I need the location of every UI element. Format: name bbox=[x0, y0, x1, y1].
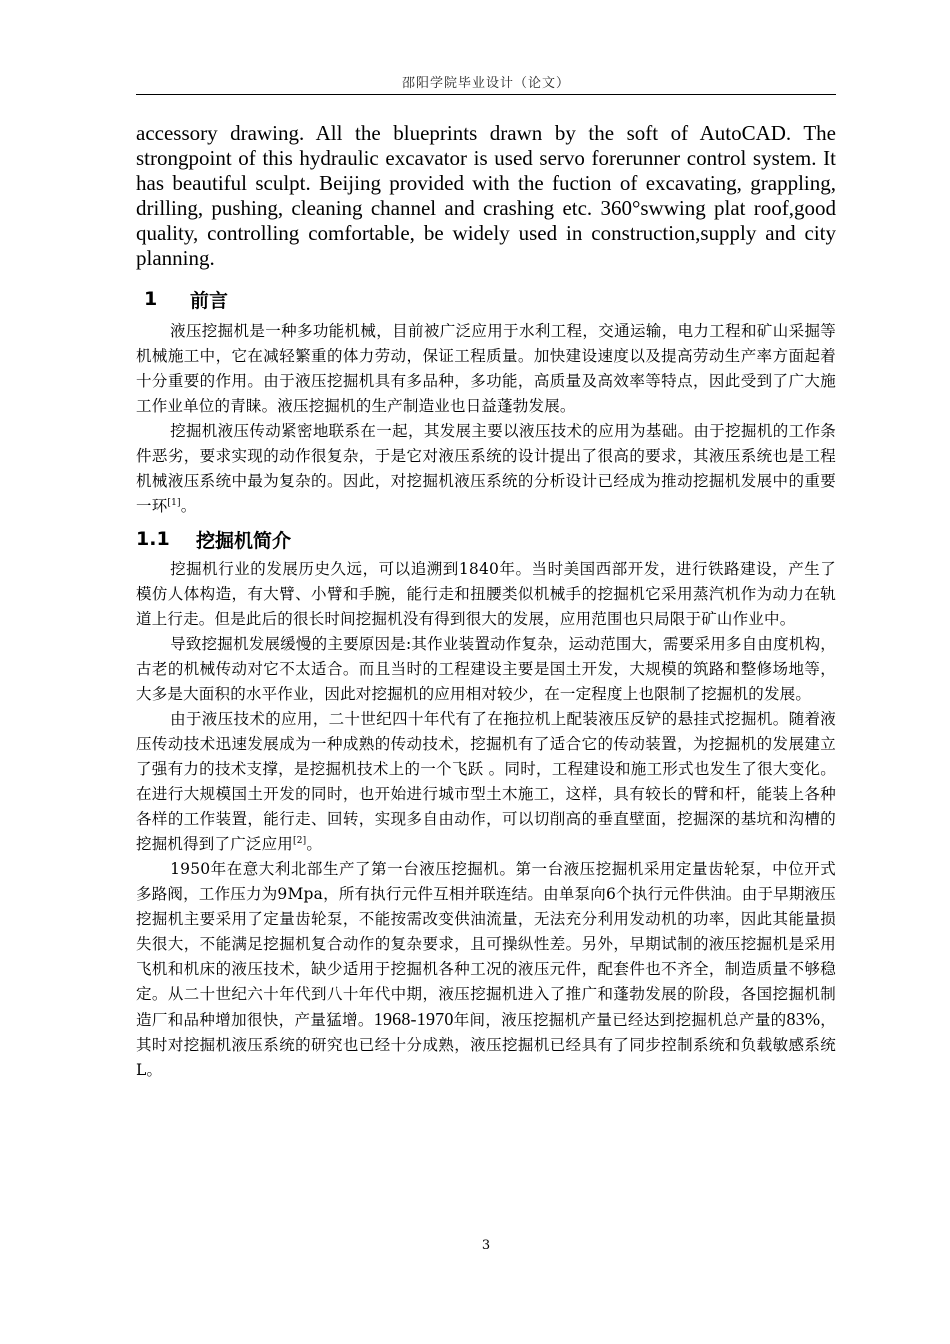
subsection-title: 挖掘机简介 bbox=[196, 529, 292, 552]
paragraph-text: 1950年在意大利北部生产了第一台液压挖掘机。第一台液压挖掘机采用定量齿轮泵，中位开式多路阀，工作压力为9Mpa，所有执行元件互相并联连结。由单泵向6个执行元件供油。由于早期液压挖掘机主要采用了定量齿轮泵，不能按需改变供油流量，无法充分利用发动机的功率，因此其能量损失很大，不能满足挖掘机复合动作的复杂要求，且可操纵性差。另外，早期试制的液压挖掘机是采用飞机和机床的液压技术，缺少适用于挖掘机各种工况的液压元件，配套件也不齐全，制造质量不够稳定。从二十世纪六十年代到八十年代中期，液压挖掘机进入了推广和蓬勃发展的阶段，各国挖掘机制造厂和品种增加很快，产量猛增。 bbox=[136, 860, 836, 1029]
page-number: 3 bbox=[481, 1238, 491, 1253]
paragraph-text: 挖掘机液压传动紧密地联系在一起，其发展主要以液压技术的应用为基础。由于挖掘机的工作条件恶劣，要求实现的动作很复杂，于是它对液压系统的设计提出了很高的要求，其液压系统也是工程机械液压系统中最为复杂的。因此，对挖掘机液压系统的分析设计已经成为推动挖掘机发展中的重要一环 bbox=[136, 422, 836, 515]
document-body bbox=[136, 121, 836, 1083]
paragraph bbox=[136, 857, 836, 1083]
paragraph-text: 挖掘机行业的发展历史久远，可以追溯到1840年。当时美国西部开发，进行铁路建设，产生了模仿人体构造，有大臂、小臂和手腕，能行走和扭腰类似机械手的挖掘机它采用蒸汽机作为动力在轨道上行走。但是此后的很长时间挖掘机没有得到很大的发展，应用范围也只局限于矿山作业中。 bbox=[136, 560, 836, 628]
paragraph-text: 液压挖掘机是一种多功能机械，目前被广泛应用于水利工程，交通运输，电力工程和矿山采掘等机械施工中，它在减轻繁重的体力劳动，保证工程质量。加快建设速度以及提高劳动生产率方面起着十分重要的作用。由于液压挖掘机具有多品种，多功能，高质量及高效率等特点，因此受到了广大施工作业单位的青睐。液压挖掘机的生产制造业也日益蓬勃发展。 bbox=[136, 322, 836, 415]
citation-ref: [1] bbox=[167, 497, 181, 508]
paragraph bbox=[136, 319, 836, 419]
subsection-number: 1.1 bbox=[136, 528, 170, 550]
paragraph-text: 年间，液压挖掘机产量已经达到挖掘机总产量的 bbox=[453, 1011, 787, 1029]
paragraph bbox=[136, 632, 836, 707]
english-abstract-paragraph: accessory drawing. All the blueprints drawn by the soft of AutoCAD. The strongpoint of this hydraulic excavator is used servo forerunner control system. It has beautiful sculpt. Beijing provided with the fuction of excavating, grappling, drilling, pushing, cleaning channel and crashing etc. 360°swwing plat roof,good quality, controlling comfortable, be widely used in construction,supply and city planning. bbox=[136, 121, 836, 270]
paragraph-text: 导致挖掘机发展缓慢的主要原因是:其作业装置动作复杂，运动范围大，需要采用多自由度机构，古老的机械传动对它不太适合。而且当时的工程建设主要是国土开发，大规模的筑路和整修场地等，大多是大面积的水平作业，因此对挖掘机的应用相对较少，在一定程度上也限制了挖掘机的发展。 bbox=[136, 635, 836, 703]
paragraph bbox=[136, 707, 836, 857]
year-range: 1968-1970 bbox=[373, 1009, 454, 1029]
section-number: 1 bbox=[144, 288, 158, 310]
page-header: 邵阳学院毕业设计（论文） bbox=[401, 76, 570, 91]
paragraph-text: 由于液压技术的应用，二十世纪四十年代有了在拖拉机上配装液压反铲的悬挂式挖掘机。随着液压传动技术迅速发展成为一种成熟的传动技术，挖掘机有了适合它的传动装置，为挖掘机的发展建立了强有力的技术支撑，是挖掘机技术上的一个飞跃 。同时，工程建设和施工形式也发生了很大变化。在进行大规模国土开发的同时，也开始进行城市型土木施工，这样，具有较长的臂和杆，能装上各种各样的工作装置，能行走、回转，实现多自由动作，可以切削高的垂直壁面，挖掘深的基坑和沟槽的挖掘机得到了广泛应用 bbox=[136, 710, 836, 853]
paragraph-text: ，其时对挖掘机液压系统的研究也已经十分成熟，液压挖掘机已经具有了同步控制系统和负载敏感系统L。 bbox=[136, 1011, 837, 1079]
subsection-heading-1-1 bbox=[136, 521, 836, 557]
header-divider bbox=[136, 94, 836, 95]
section-title: 前言 bbox=[190, 289, 229, 312]
paragraph bbox=[136, 419, 836, 519]
paragraph bbox=[136, 557, 836, 632]
percentage: 83% bbox=[786, 1009, 821, 1029]
paragraph-end: 。 bbox=[306, 835, 323, 853]
citation-ref: [2] bbox=[293, 835, 307, 846]
paragraph-end: 。 bbox=[180, 497, 197, 515]
section-heading-1 bbox=[136, 279, 836, 319]
